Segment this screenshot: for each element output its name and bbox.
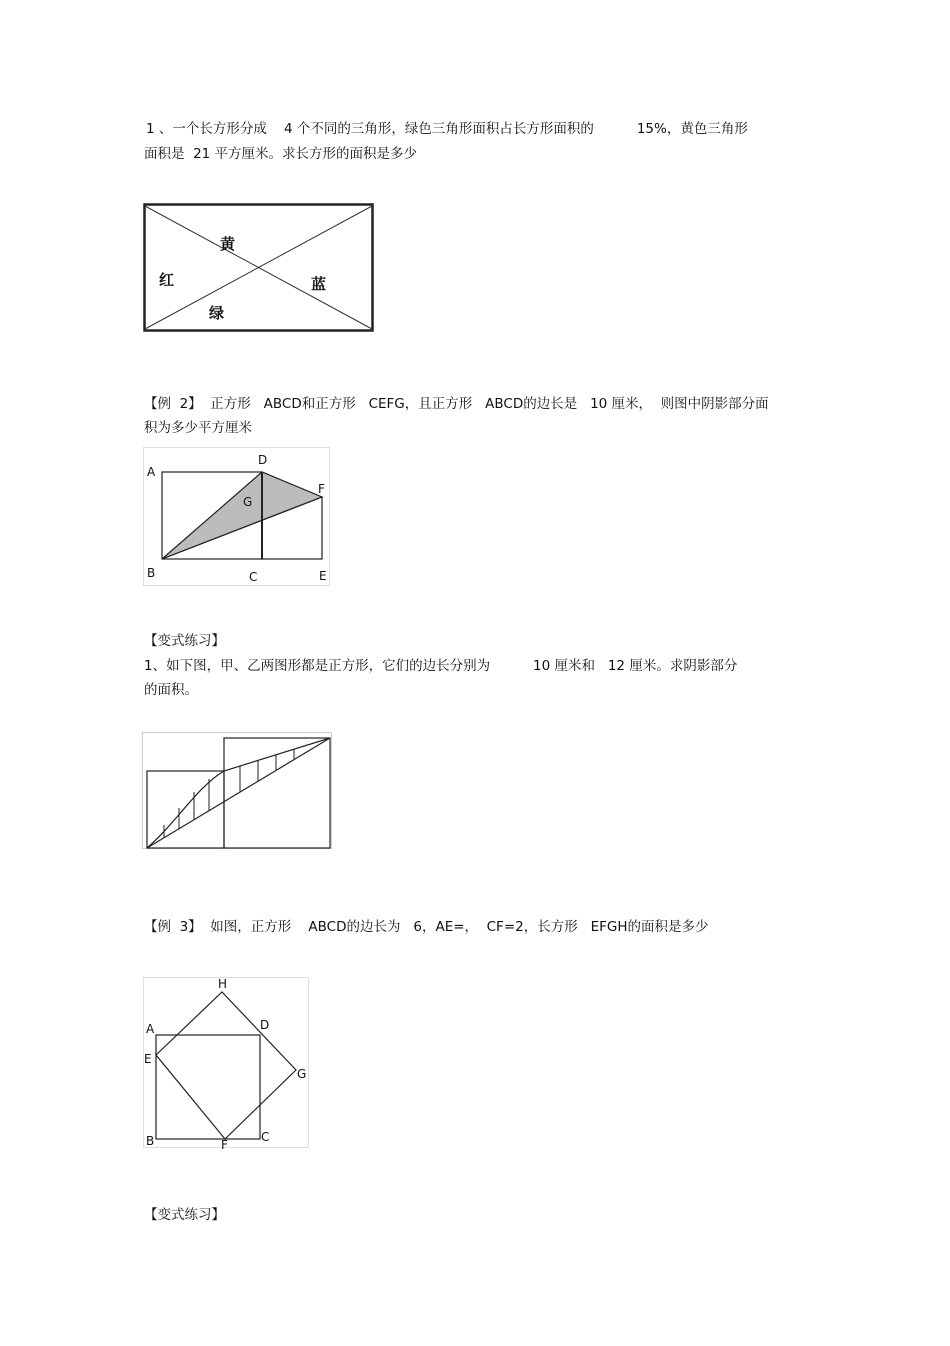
practice1-text-line1: 1、如下图，甲、乙两图形都是正方形，它们的边长分别为 10 厘米和 12 厘米。求阴影部分 bbox=[144, 658, 738, 674]
figure-two-squares-hatched bbox=[142, 732, 334, 850]
label-E: E bbox=[144, 1052, 152, 1066]
label-G: G bbox=[297, 1067, 307, 1081]
figure-rectangle-four-triangles bbox=[143, 203, 375, 333]
problem1-text-line2: 面积是 21 平方厘米。求长方形的面积是多少 bbox=[144, 146, 418, 162]
example3-text-line1: 【例 3】 如图，正方形 ABCD的边长为 6，AE=， CF=2，长方形 EFGH的面积是多少 bbox=[144, 919, 709, 935]
label-F: F bbox=[221, 1138, 228, 1152]
label-green: 绿 bbox=[209, 304, 225, 322]
figure-two-squares-shaded bbox=[143, 447, 333, 587]
label-yellow: 黄 bbox=[220, 235, 236, 253]
label-E: E bbox=[319, 569, 327, 583]
practice1-text-line2: 的面积。 bbox=[144, 682, 198, 698]
example2-text-line1: 【例 2】 正方形 ABCD和正方形 CEFG，且正方形 ABCD的边长是 10 厘米， 则图中阴影部分面 bbox=[144, 396, 769, 412]
label-H: H bbox=[218, 977, 228, 991]
label-G: G bbox=[243, 495, 253, 509]
example2-text-line2: 积为多少平方厘米 bbox=[144, 420, 252, 436]
practice2-heading: 【变式练习】 bbox=[144, 1207, 225, 1223]
label-C: C bbox=[249, 570, 258, 584]
label-B: B bbox=[146, 1134, 155, 1148]
label-red: 红 bbox=[159, 271, 175, 289]
figure-square-inscribed-rectangle bbox=[143, 977, 313, 1152]
label-B: B bbox=[147, 566, 156, 580]
label-A: A bbox=[146, 1022, 155, 1036]
label-A: A bbox=[147, 465, 156, 479]
label-blue: 蓝 bbox=[311, 275, 327, 293]
label-F: F bbox=[318, 482, 325, 496]
label-D: D bbox=[258, 453, 268, 467]
problem1-text-line1: 1 、一个长方形分成 4 个不同的三角形，绿色三角形面积占长方形面积的 15%，黄色三角形 bbox=[146, 121, 748, 137]
label-C: C bbox=[261, 1130, 270, 1144]
label-D: D bbox=[260, 1018, 270, 1032]
practice1-heading: 【变式练习】 bbox=[144, 633, 225, 649]
